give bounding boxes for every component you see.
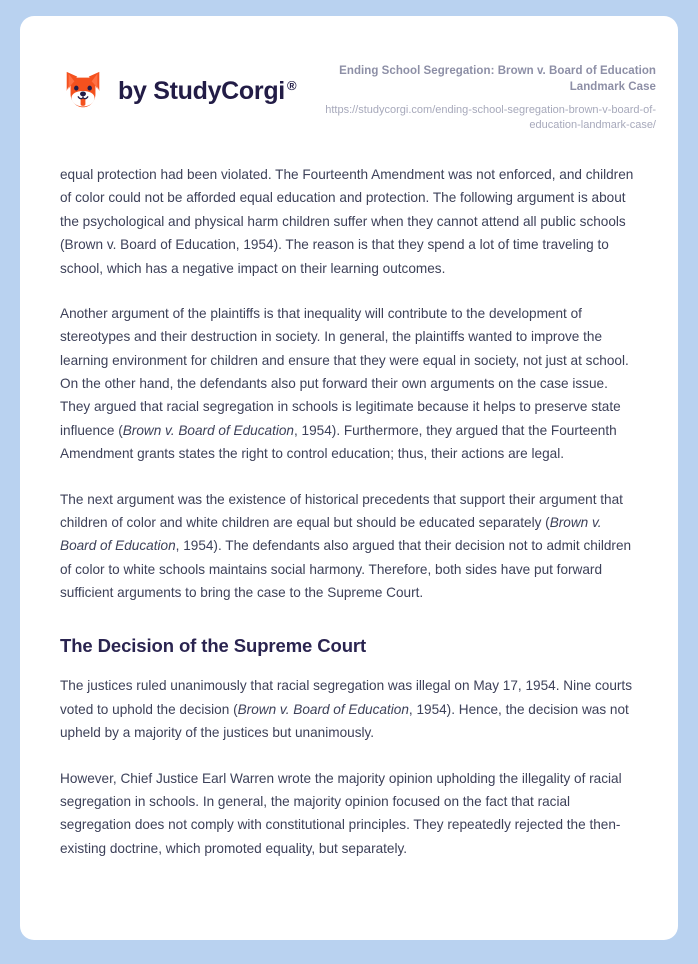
case-citation: Brown v. Board of Education [122, 422, 294, 438]
page-title: Ending School Segregation: Brown v. Board of Education Landmark Case [339, 65, 656, 93]
page-header [20, 16, 678, 133]
header-meta [306, 60, 656, 133]
paragraph-4-text-after: , 1954). Hence, the decision was not upheld by a majority of the justices but unanimously. [60, 701, 629, 741]
paragraph-3 [60, 488, 638, 605]
registered-trademark-icon: ® [286, 77, 297, 93]
document-page [20, 16, 678, 940]
section-heading-decision: The Decision of the Supreme Court [60, 635, 367, 657]
paragraph-4-text-before: The justices ruled unanimously that racial segregation was illegal on May 17, 1954. Nine courts voted to uphold the decision ( [60, 678, 632, 717]
brand-wordmark [118, 77, 296, 106]
paragraph-2-text-after: , 1954). Furthermore, they argued that the Fourteenth Amendment grants states the right to control education; thus, their actions are legal. [60, 422, 617, 462]
paragraph-3-text-before: The next argument was the existence of historical precedents that support their argument that children of color and white children are equal but should be educated separately ( [60, 491, 623, 530]
paragraph-1: equal protection had been violated. The Fourteenth Amendment was not enforced, and children of color could not be afforded equal education and protection. The following argument is about the psychological and physical harm children suffer when they cannot attend all public schools (Brown v. Board of Education, 1954). The reason is that they spend a lot of time traveling to school, which has a negative impact on their learning outcomes. [60, 167, 634, 276]
paragraph-5: However, Chief Justice Earl Warren wrote the majority opinion upholding the illegality of racial segregation in schools. In general, the majority opinion focused on the fact that racial segregation does not comply with constitutional principles. They repeatedly rejected the then-existing doctrine, which promoted equality, but separately. [60, 770, 622, 856]
article-body [20, 133, 678, 860]
paragraph-3-text-after: , 1954). The defendants also argued that their decision not to admit children of color to white schools maintains social harmony. Therefore, both sides have put forward sufficient arguments to bring the case to the Supreme Court. [60, 538, 632, 601]
paragraph-2-text-before: Another argument of the plaintiffs is that inequality will contribute to the development of stereotypes and their destruction in society. In general, the plaintiffs wanted to improve the learning environment for children and ensure that they were equal in society, not just at school. On the other hand, the defendants also put forward their own arguments on the case issue. They argued that racial segregation in schools is legitimate because it helps to preserve state influence ( [60, 305, 629, 438]
page-url[interactable]: https://studycorgi.com/ending-school-segregation-brown-v-board-of-education-landmark-case/ [325, 103, 656, 131]
corgi-head-icon [60, 68, 106, 114]
brand-logo-group[interactable] [60, 60, 296, 114]
case-citation: Brown v. Board of Education [237, 701, 409, 717]
paragraph-2 [60, 302, 638, 466]
case-citation: Brown v. Board of Education [60, 514, 602, 554]
paragraph-4 [60, 674, 638, 744]
brand-wordmark-text: by StudyCorgi [118, 76, 285, 105]
